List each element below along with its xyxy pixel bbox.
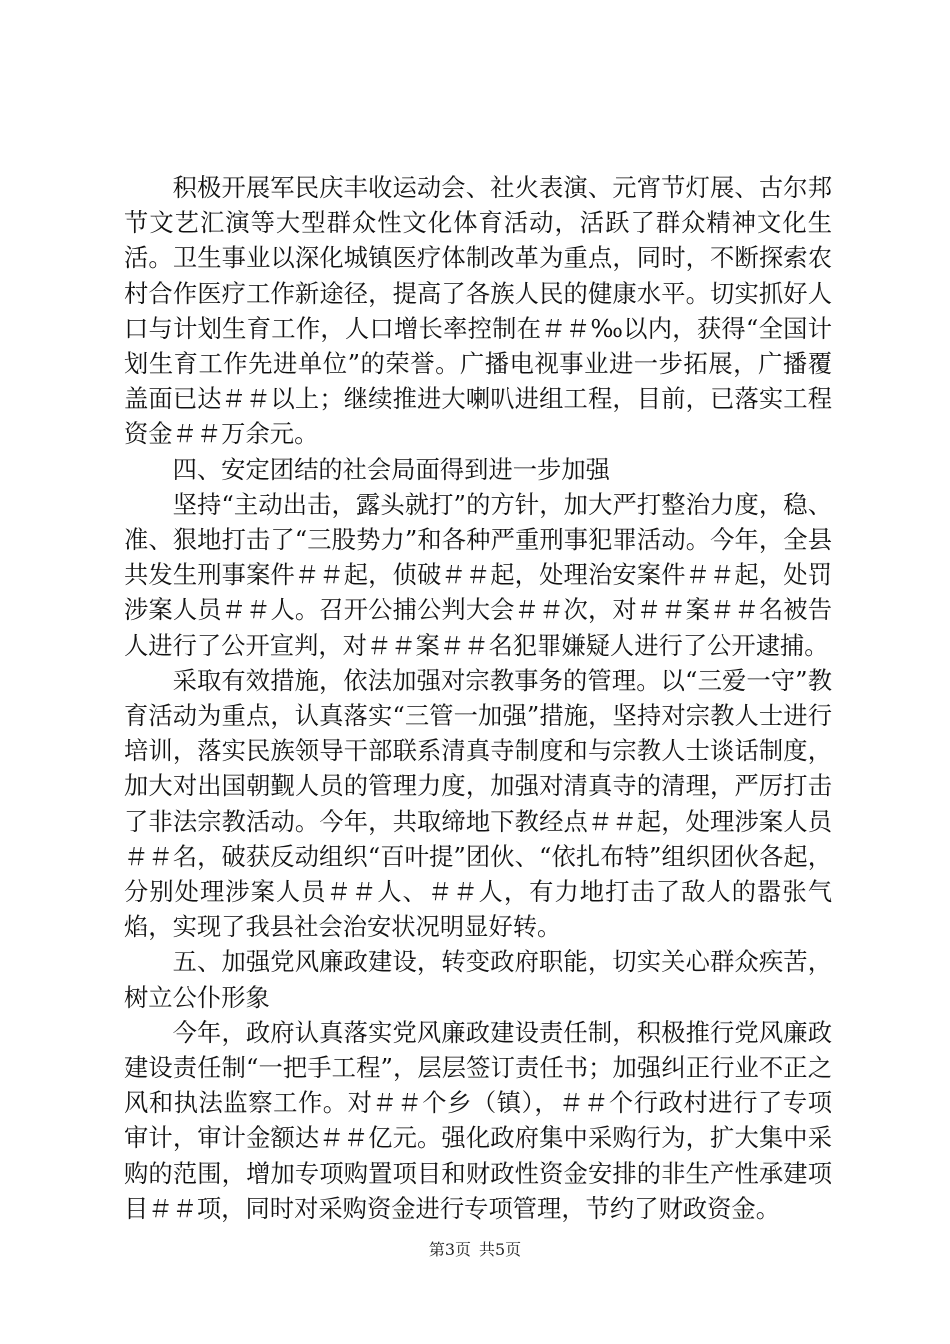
page-number: 第3页 xyxy=(428,1240,471,1259)
section-heading-party-conduct: 五、加强党风廉政建设，转变政府职能，切实关心群众疾苦，树立公仆形象 xyxy=(124,947,832,1012)
page-footer xyxy=(0,1240,950,1260)
paragraph-anti-corruption: 今年，政府认真落实党风廉政建设责任制，积极推行党风廉政建设责任制“一把手工程”，层层签订责任书；加强纠正行业不正之风和执法监察工作。对＃＃个乡（镇），＃＃个行政村进行了专项审计，审计金额达＃＃亿元。强化政府集中采购行为，扩大集中采购的范围，增加专项购置项目和财政性资金安排的非生产性承建项目＃＃项，同时对采购资金进行专项管理，节约了财政资金。 xyxy=(124,1017,832,1223)
page-total: 共5页 xyxy=(479,1240,522,1259)
paragraph-religious-affairs: 采取有效措施，依法加强对宗教事务的管理。以“三爱一守”教育活动为重点，认真落实“三管一加强”措施，坚持对宗教人士进行培训，落实民族领导干部联系清真寺制度和与宗教人士谈话制度，加大对出国朝觐人员的管理力度，加强对清真寺的清理，严厉打击了非法宗教活动。今年，共取缔地下教经点＃＃起，处理涉案人员＃＃名，破获反动组织“百叶提”团伙、“依扎布特”组织团伙各起，分别处理涉案人员＃＃人、＃＃人，有力地打击了敌人的嚣张气焰，实现了我县社会治安状况明显好转。 xyxy=(124,665,832,942)
paragraph-crime-crackdown: 坚持“主动出击，露头就打”的方针，加大严打整治力度，稳、准、狠地打击了“三股势力”和各种严重刑事犯罪活动。今年，全县共发生刑事案件＃＃起，侦破＃＃起，处理治安案件＃＃起，处罚涉案人员＃＃人。召开公捕公判大会＃＃次，对＃＃案＃＃名被告人进行了公开宣判，对＃＃案＃＃名犯罪嫌疑人进行了公开逮捕。 xyxy=(124,489,832,660)
paragraph-culture-health: 积极开展军民庆丰收运动会、社火表演、元宵节灯展、古尔邦节文艺汇演等大型群众性文化体育活动，活跃了群众精神文化生活。卫生事业以深化城镇医疗体制改革为重点，同时，不断探索农村合作医疗工作新途径，提高了各族人民的健康水平。切实抓好人口与计划生育工作，人口增长率控制在＃＃‰以内，获得“全国计划生育工作先进单位”的荣誉。广播电视事业进一步拓展，广播覆盖面已达＃＃以上；继续推进大喇叭进组工程，目前，已落实工程资金＃＃万余元。 xyxy=(124,173,832,449)
section-heading-social-stability: 四、安定团结的社会局面得到进一步加强 xyxy=(172,454,610,484)
document-body xyxy=(124,170,832,1226)
